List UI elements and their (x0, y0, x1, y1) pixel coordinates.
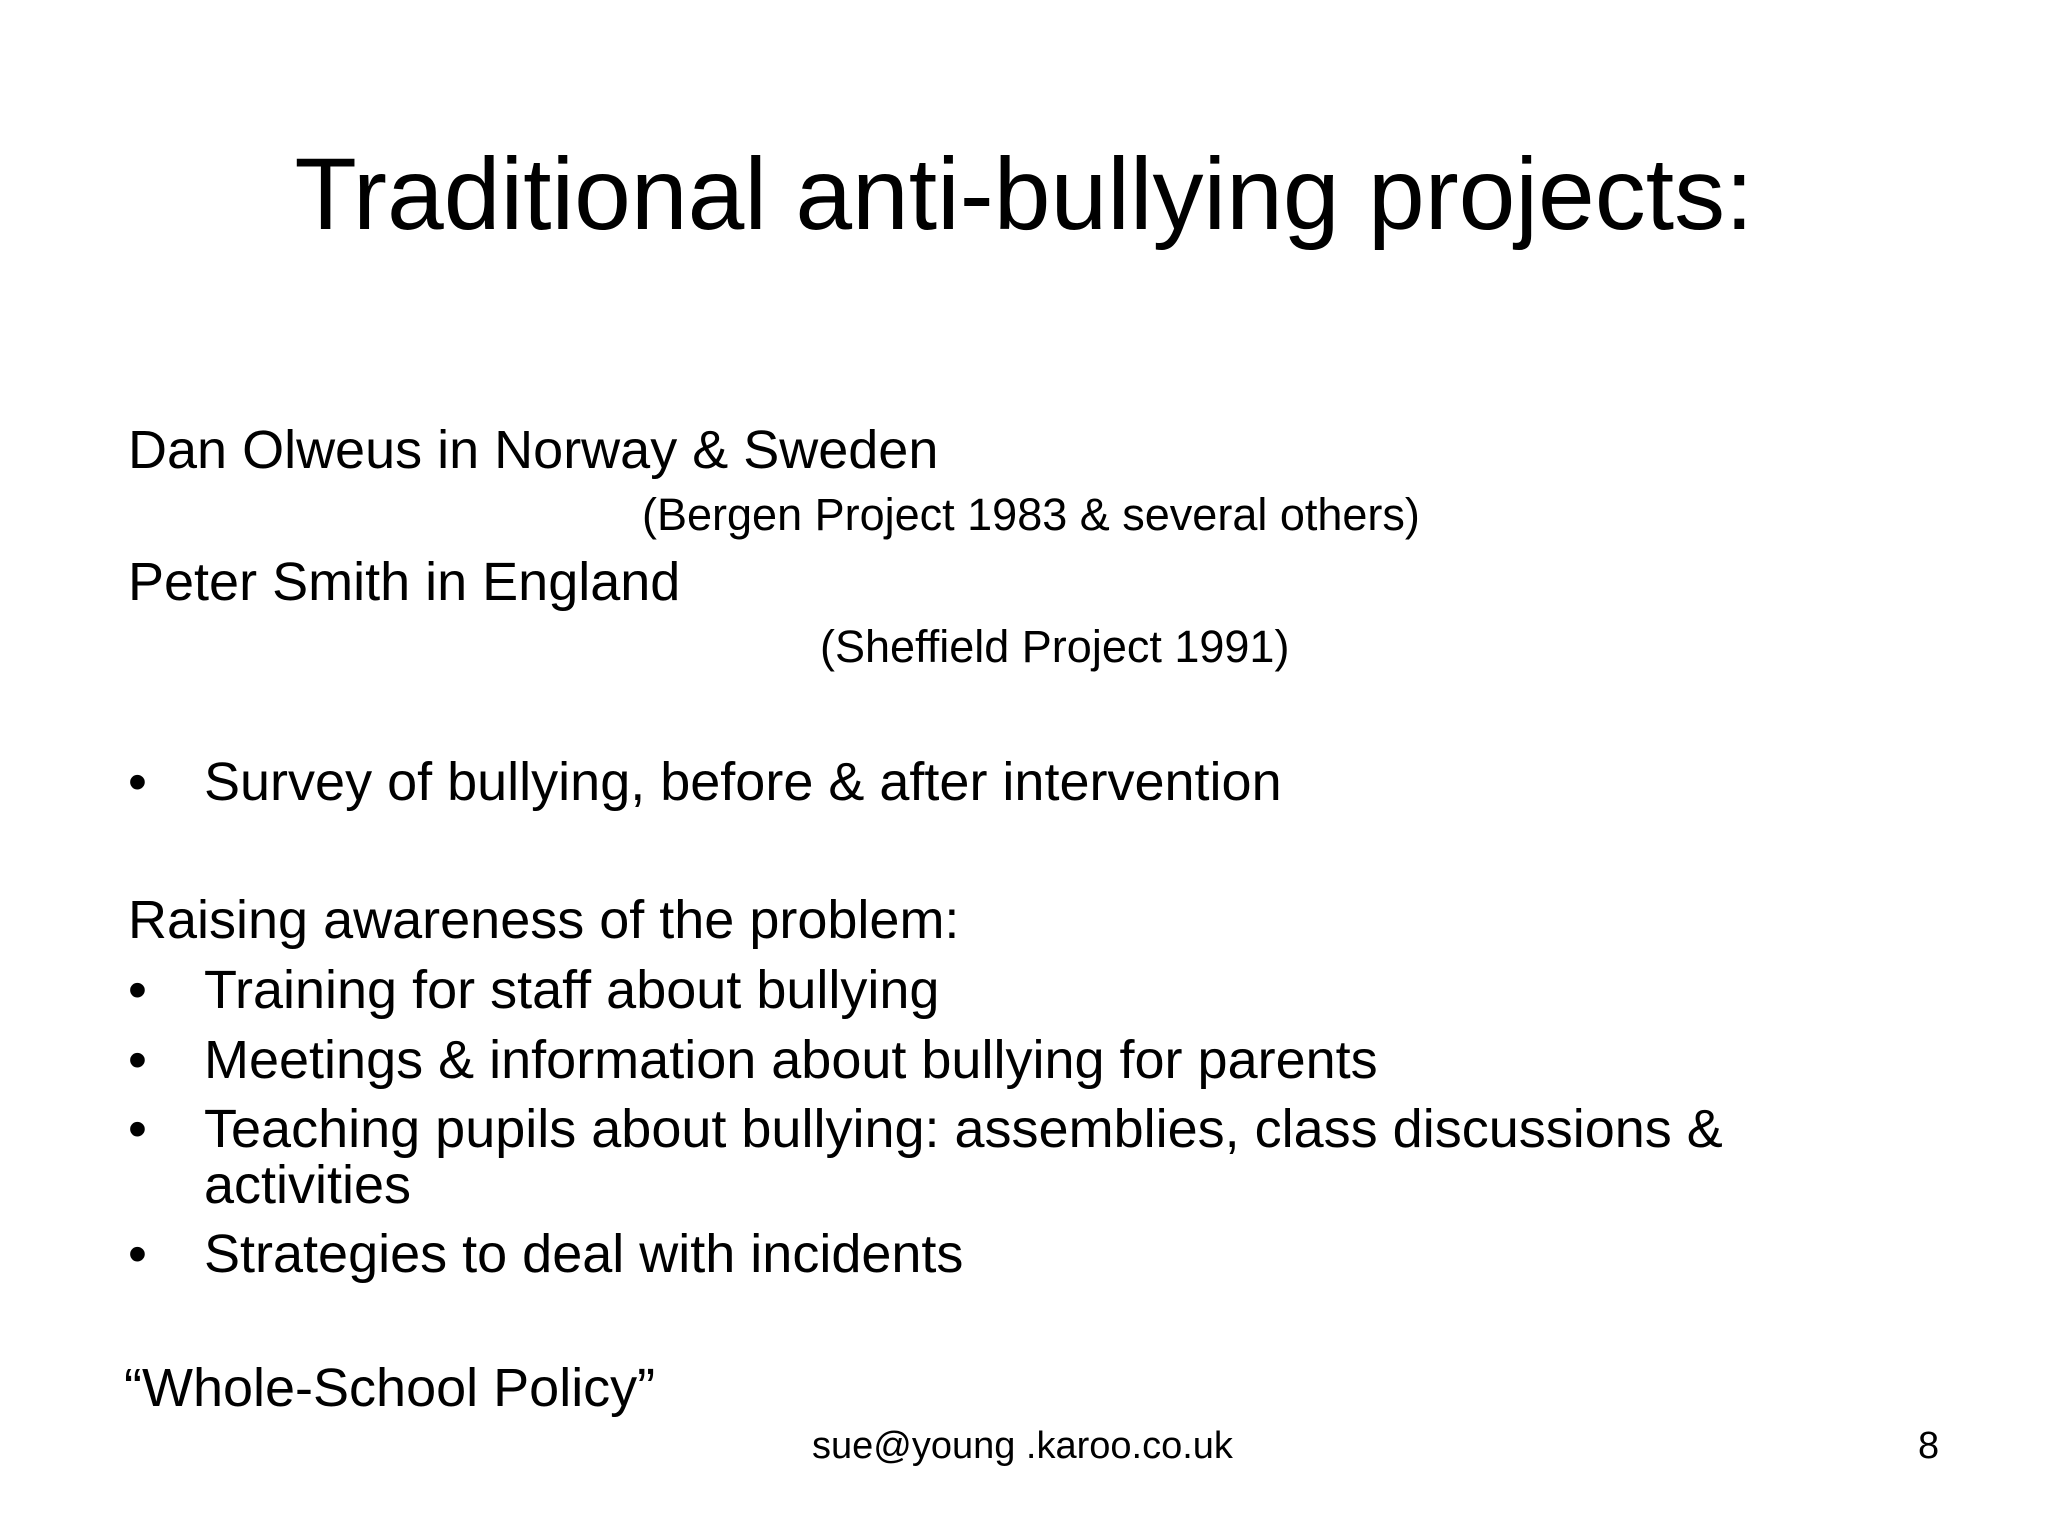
bullet-marker: • (128, 1099, 147, 1159)
whole-school-policy: “Whole-School Policy” (124, 1358, 656, 1418)
survey-bullet: Survey of bullying, before & after intervention (204, 752, 1282, 812)
page-number: 8 (1918, 1425, 1940, 1467)
bullet-marker: • (128, 752, 147, 812)
slide-title: Traditional anti-bullying projects: (294, 137, 1754, 251)
researcher-smith: Peter Smith in England (128, 552, 681, 612)
bullet-marker: • (128, 1224, 147, 1284)
bullet-marker: • (128, 960, 147, 1020)
bullet-marker: • (128, 1030, 147, 1090)
awareness-heading: Raising awareness of the problem: (128, 890, 960, 950)
awareness-bullet-parents: Meetings & information about bullying for parents (204, 1030, 1378, 1090)
footer-email: sue@young .karoo.co.uk (812, 1425, 1233, 1467)
awareness-bullet-pupils: Teaching pupils about bullying: assemblies, class discussions & activities (204, 1099, 1723, 1215)
awareness-bullet-staff: Training for staff about bullying (204, 960, 940, 1020)
researcher-olweus: Dan Olweus in Norway & Sweden (128, 420, 939, 480)
project-sheffield: (Sheffield Project 1991) (820, 621, 1290, 672)
awareness-bullet-strategies: Strategies to deal with incidents (204, 1224, 964, 1284)
project-bergen: (Bergen Project 1983 & several others) (642, 489, 1420, 540)
